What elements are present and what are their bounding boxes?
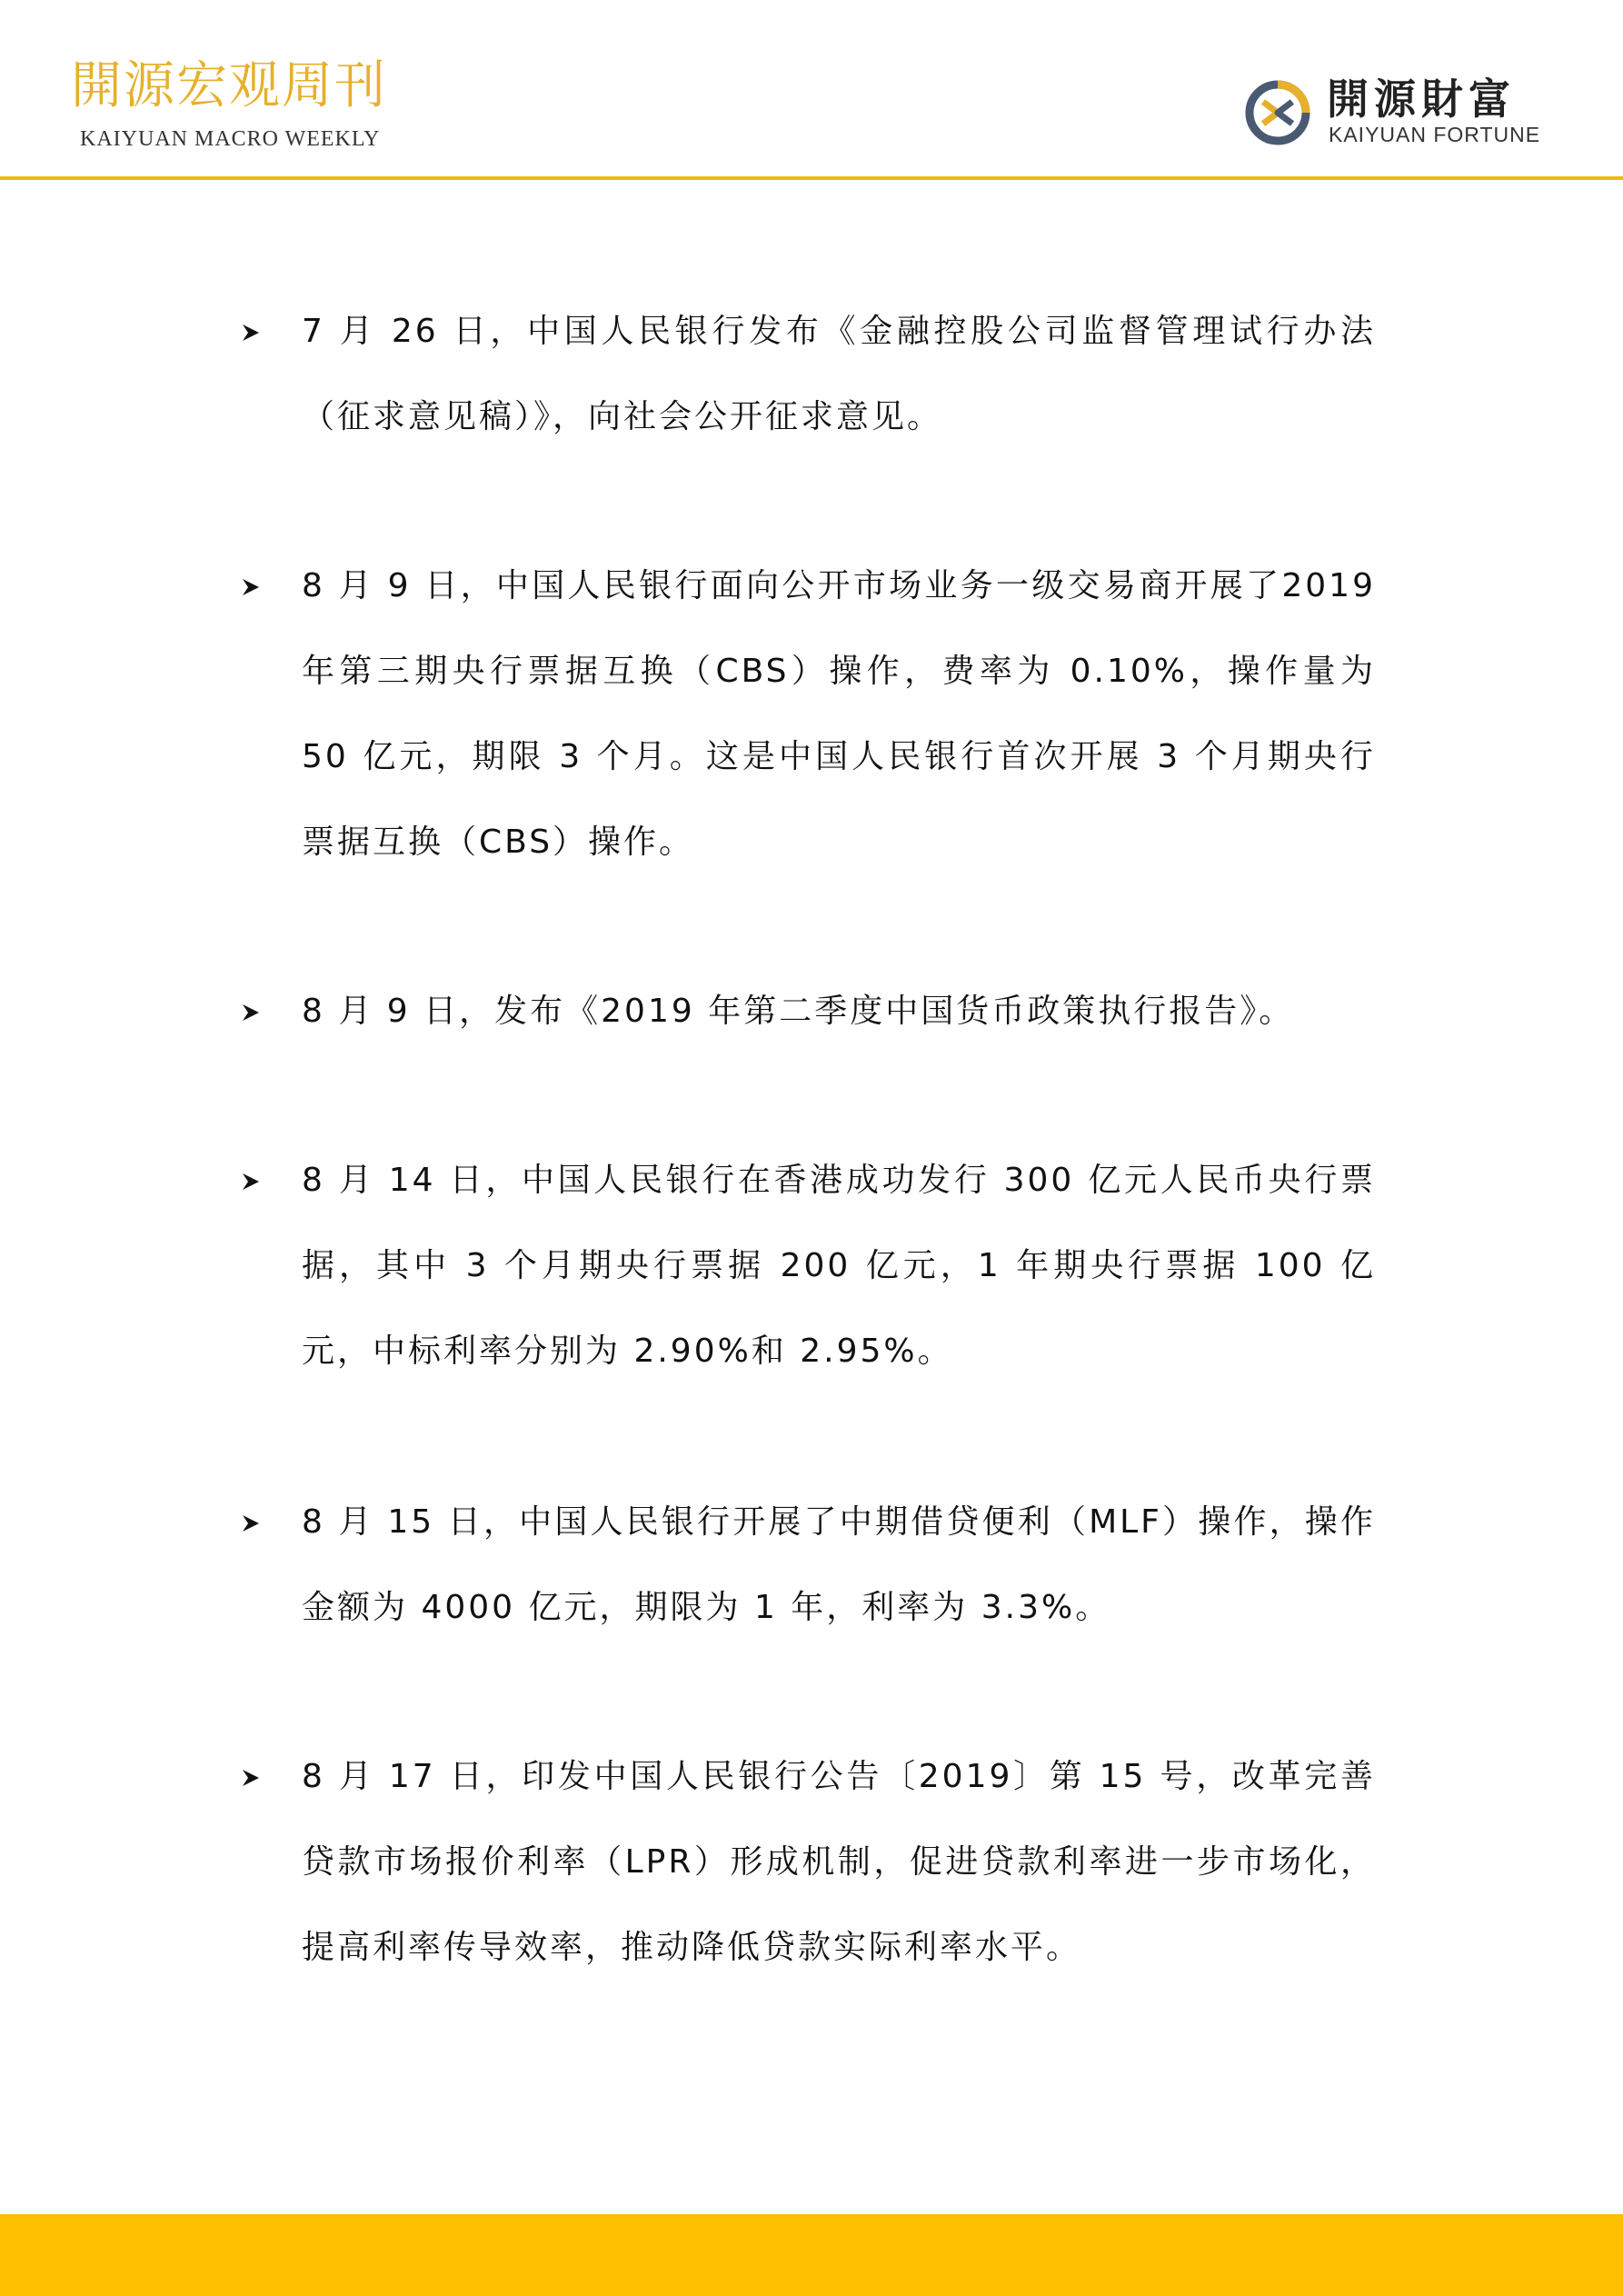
footer-bar bbox=[0, 2214, 1623, 2296]
publication-subtitle: KAIYUAN MACRO WEEKLY bbox=[80, 127, 381, 151]
arrow-bullet-icon bbox=[240, 576, 262, 598]
arrow-bullet-icon bbox=[240, 1767, 262, 1789]
list-item-text: 8 月 9 日，中国人民银行面向公开市场业务一级交易商开展了2019 年第三期央行票据互换（CBS）操作，费率为 0.10%，操作量为 50 亿元，期限 3 个月。这是中国人民银行首次开展 3 个月期央行票据互换（CBS）操作。 bbox=[302, 567, 1376, 861]
arrow-bullet-icon bbox=[240, 1512, 262, 1534]
arrow-bullet-icon bbox=[240, 1171, 262, 1193]
logo-text-cn: 開源財富 bbox=[1327, 75, 1516, 124]
arrow-bullet-icon bbox=[240, 322, 262, 344]
list-item-text: 8 月 14 日，中国人民银行在香港成功发行 300 亿元人民币央行票据，其中 3 个月期央行票据 200 亿元，1 年期央行票据 100 亿元，中标利率分别为 2.90%和 2.95%。 bbox=[302, 1162, 1376, 1370]
company-logo bbox=[1243, 75, 1552, 151]
list-item-text: 8 月 9 日，发布《2019 年第二季度中国货币政策执行报告》。 bbox=[302, 993, 1295, 1030]
list-item-text: 7 月 26 日，中国人民银行发布《金融控股公司监督管理试行办法（征求意见稿）》，向社会公开征求意见。 bbox=[302, 313, 1376, 435]
logo-text-en: KAIYUAN FORTUNE bbox=[1329, 123, 1541, 146]
publication-title: 開源宏观周刊 bbox=[71, 56, 387, 115]
header-divider bbox=[0, 176, 1623, 180]
list-item-text: 8 月 15 日，中国人民银行开展了中期借贷便利（MLF）操作，操作金额为 4000 亿元，期限为 1 年，利率为 3.3%。 bbox=[302, 1503, 1376, 1626]
page-header bbox=[0, 0, 1623, 180]
kaiyuan-logo-icon bbox=[1243, 78, 1312, 147]
arrow-bullet-icon bbox=[240, 1002, 262, 1023]
list-item-text: 8 月 17 日，印发中国人民银行公告〔2019〕第 15 号，改革完善贷款市场报价利率（LPR）形成机制，促进贷款利率进一步市场化，提高利率传导效率，推动降低贷款实际利率水平。 bbox=[302, 1758, 1376, 1966]
